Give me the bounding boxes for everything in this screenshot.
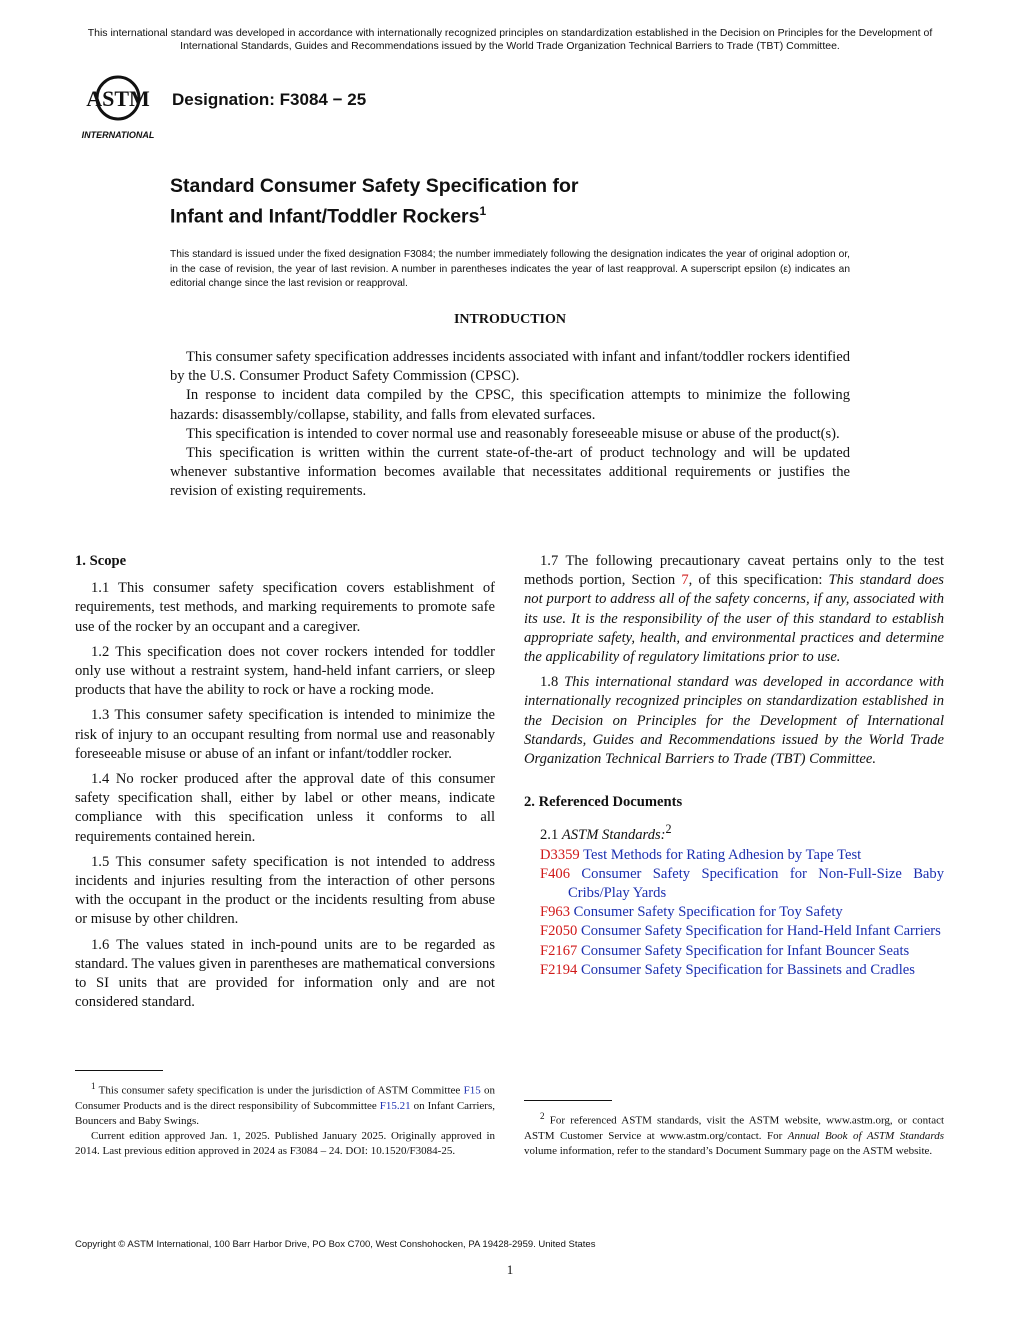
reference-item (524, 865, 944, 903)
reference-title-link[interactable]: Test Methods for Rating Adhesion by Tape Test (583, 846, 862, 863)
designation: Designation: F3084 − 25 (172, 90, 367, 109)
reference-list (524, 846, 944, 980)
intro-paragraph: This specification is written within the current state-of-the-art of product technology and will be updated whenever substantive information becomes available that necessitates additional requirements or justifies the revision of existing requirements. (170, 445, 850, 500)
footnote-1-text: on Consumer Products and is the direct responsibility of Subcommittee (75, 1084, 495, 1112)
reference-item (524, 961, 944, 980)
section-1-7 (524, 552, 944, 667)
reference-title-link[interactable]: Consumer Safety Specification for Bassinets and Cradles (580, 961, 915, 978)
footnote-rule (524, 1100, 612, 1101)
development-notice: This international standard was developed in accordance with internationally recognized principles on standardization established in the Decision on Principles for the Development of International Standards, Guides and Recommendations issued by the World Trade Organization Technical Barriers to Trade (TBT) Committee. (87, 27, 933, 52)
footnote-2-text: For referenced ASTM standards, visit the ASTM website, www.astm.org, or contact ASTM Customer Service at www.astm.org/contact. For (524, 1114, 945, 1142)
logo-text: ASTM (86, 86, 150, 111)
right-footnotes (524, 1100, 944, 1159)
section-1-8-number: 1.8 (540, 674, 565, 691)
reference-code-link[interactable]: F406 (540, 865, 571, 882)
footnote-1-text: on Infant Carriers, Bouncers and Baby Swings. (75, 1099, 495, 1128)
section-1-7-text: 1.7 The following precautionary caveat pertains only to the test methods portion, Section (524, 553, 944, 589)
reference-item (524, 846, 944, 865)
footnote-2-marker: 2 (540, 1111, 545, 1121)
footnote-1-marker: 1 (91, 1081, 96, 1091)
logo-subtext: INTERNATIONAL (81, 130, 155, 140)
left-footnotes (75, 1070, 495, 1160)
title-line-2: Infant and Infant/Toddler Rockers (170, 205, 480, 228)
reference-item (524, 903, 944, 922)
footnote-1 (75, 1079, 495, 1160)
astm-standards-label: ASTM Standards: (561, 827, 666, 844)
section-1-6: 1.6 The values stated in inch-pound units are to be regarded as standard. The values given in parentheses are mathematical conversions to SI units that are provided for information only and are not considered standard. (75, 936, 495, 1011)
reference-title-link[interactable]: Consumer Safety Specification for Infant Bouncer Seats (580, 942, 910, 959)
reference-title-link[interactable]: Consumer Safety Specification for Hand-Held Infant Carriers (580, 923, 941, 940)
intro-paragraph: This specification is intended to cover normal use and reasonably foreseeable misuse or abuse of the product(s). (186, 425, 840, 442)
document-title (170, 174, 579, 230)
page-number: 1 (506, 1262, 514, 1277)
reference-title-link[interactable]: Consumer Safety Specification for Toy Safety (573, 904, 843, 921)
referenced-documents-heading: 2. Referenced Documents (524, 794, 683, 811)
issued-note: This standard is issued under the fixed designation F3084; the number immediately following the designation indicates the year of original adoption or, in the case of revision, the year of last revision. A number in parentheses indicates the year of last reapproval. A superscript epsilon (ε) indicates an editorial change since the last revision or reapproval. (170, 249, 850, 289)
footnote-2 (524, 1109, 944, 1159)
footnote-rule (75, 1070, 163, 1071)
annual-book-title: Annual Book of ASTM Standards (787, 1129, 944, 1142)
section-1-4: 1.4 No rocker produced after the approval date of this consumer safety specification shall, either by label or other means, indicate compliance with this specification unless it conforms to all requirements contained herein. (75, 771, 495, 845)
section-1-8-text: This international standard was developed in accordance with internationally recognized principles on standardization established in the Decision on Principles for the Development of International Standards, Guides and Recommendations issued by the World Trade Organization Technical Barriers to Trade (TBT) Committee. (524, 674, 945, 768)
footnote-1-edition: Current edition approved Jan. 1, 2025. Published January 2025. Originally approved in 2014. Last previous edition approved in 2024 as F3084 – 24. DOI: 10.1520/F3084-25. (75, 1130, 495, 1158)
title-line-1: Standard Consumer Safety Specification for (170, 175, 579, 197)
section-1-8 (524, 673, 944, 769)
reference-title-link[interactable]: Consumer Safety Specification for Non-Full-Size Baby Cribs/Play Yards (568, 865, 944, 901)
reference-item (524, 922, 944, 941)
section-2-1 (524, 820, 944, 845)
footnote-2-marker-ref: 2 (665, 822, 672, 837)
footnote-2-text: volume information, refer to the standard’s Document Summary page on the ASTM website. (524, 1145, 933, 1158)
intro-paragraph: This consumer safety specification addresses incidents associated with infant and infant/toddler rockers identified by the U.S. Consumer Product Safety Commission (CPSC). (170, 349, 850, 385)
footnote-1-text: This consumer safety specification is under the jurisdiction of ASTM Committee (98, 1084, 464, 1097)
right-column (524, 552, 944, 980)
title-footnote-marker: 1 (479, 204, 487, 218)
left-column (75, 552, 495, 1018)
reference-code-link[interactable]: F2194 (540, 961, 578, 978)
introduction-body (170, 348, 850, 502)
reference-code-link[interactable]: F2050 (540, 923, 578, 940)
section-1-5: 1.5 This consumer safety specification is not intended to address incidents and injuries resulting from the interaction of other persons with the occupant in the product or the incidents resulting from abuse or misuse by other children. (75, 853, 495, 928)
section-1-2: 1.2 This specification does not cover rockers intended for toddler only use without a restraint system, hand-held infant carriers, or sleep products that have the ability to rock or have a rocking mode. (75, 643, 495, 699)
section-1-1: 1.1 This consumer safety specification covers establishment of requirements, test methods, and marking requirements to promote safe use of the rocker by an occupant and a caregiver. (75, 580, 495, 635)
safety-caveat: This standard does not purport to address all of the safety concerns, if any, associated with its use. It is the responsibility of the user of this standard to establish appropriate safety, health, and environmental practices and determine the applicability of regulatory limitations prior to use. (524, 572, 944, 666)
reference-item (524, 942, 944, 961)
reference-code-link[interactable]: F2167 (540, 942, 578, 959)
section-7-link[interactable]: 7 (681, 572, 689, 589)
subcommittee-link[interactable]: F15.21 (379, 1099, 411, 1112)
copyright-line: Copyright © ASTM International, 100 Barr Harbor Drive, PO Box C700, West Conshohocken, PA 19428-2959. United States (75, 1239, 596, 1250)
intro-paragraph: In response to incident data compiled by the CPSC, this specification attempts to minimize the following hazards: disassembly/collapse, stability, and falls from elevated surfaces. (170, 387, 850, 423)
introduction-heading: INTRODUCTION (453, 312, 566, 327)
reference-code-link[interactable]: F963 (540, 904, 571, 921)
section-1-7-text: , of this specification: (688, 572, 829, 589)
section-2-1-number: 2.1 (540, 827, 562, 844)
astm-logo (74, 74, 162, 142)
committee-f15-link[interactable]: F15 (463, 1084, 481, 1097)
section-1-3: 1.3 This consumer safety specification is intended to minimize the risk of injury to an occupant resulting from normal use and reasonably foreseeable misuse or abuse of an infant or infant/toddler rocker. (75, 707, 495, 762)
reference-code-link[interactable]: D3359 (540, 846, 580, 863)
scope-heading: 1. Scope (75, 553, 127, 569)
